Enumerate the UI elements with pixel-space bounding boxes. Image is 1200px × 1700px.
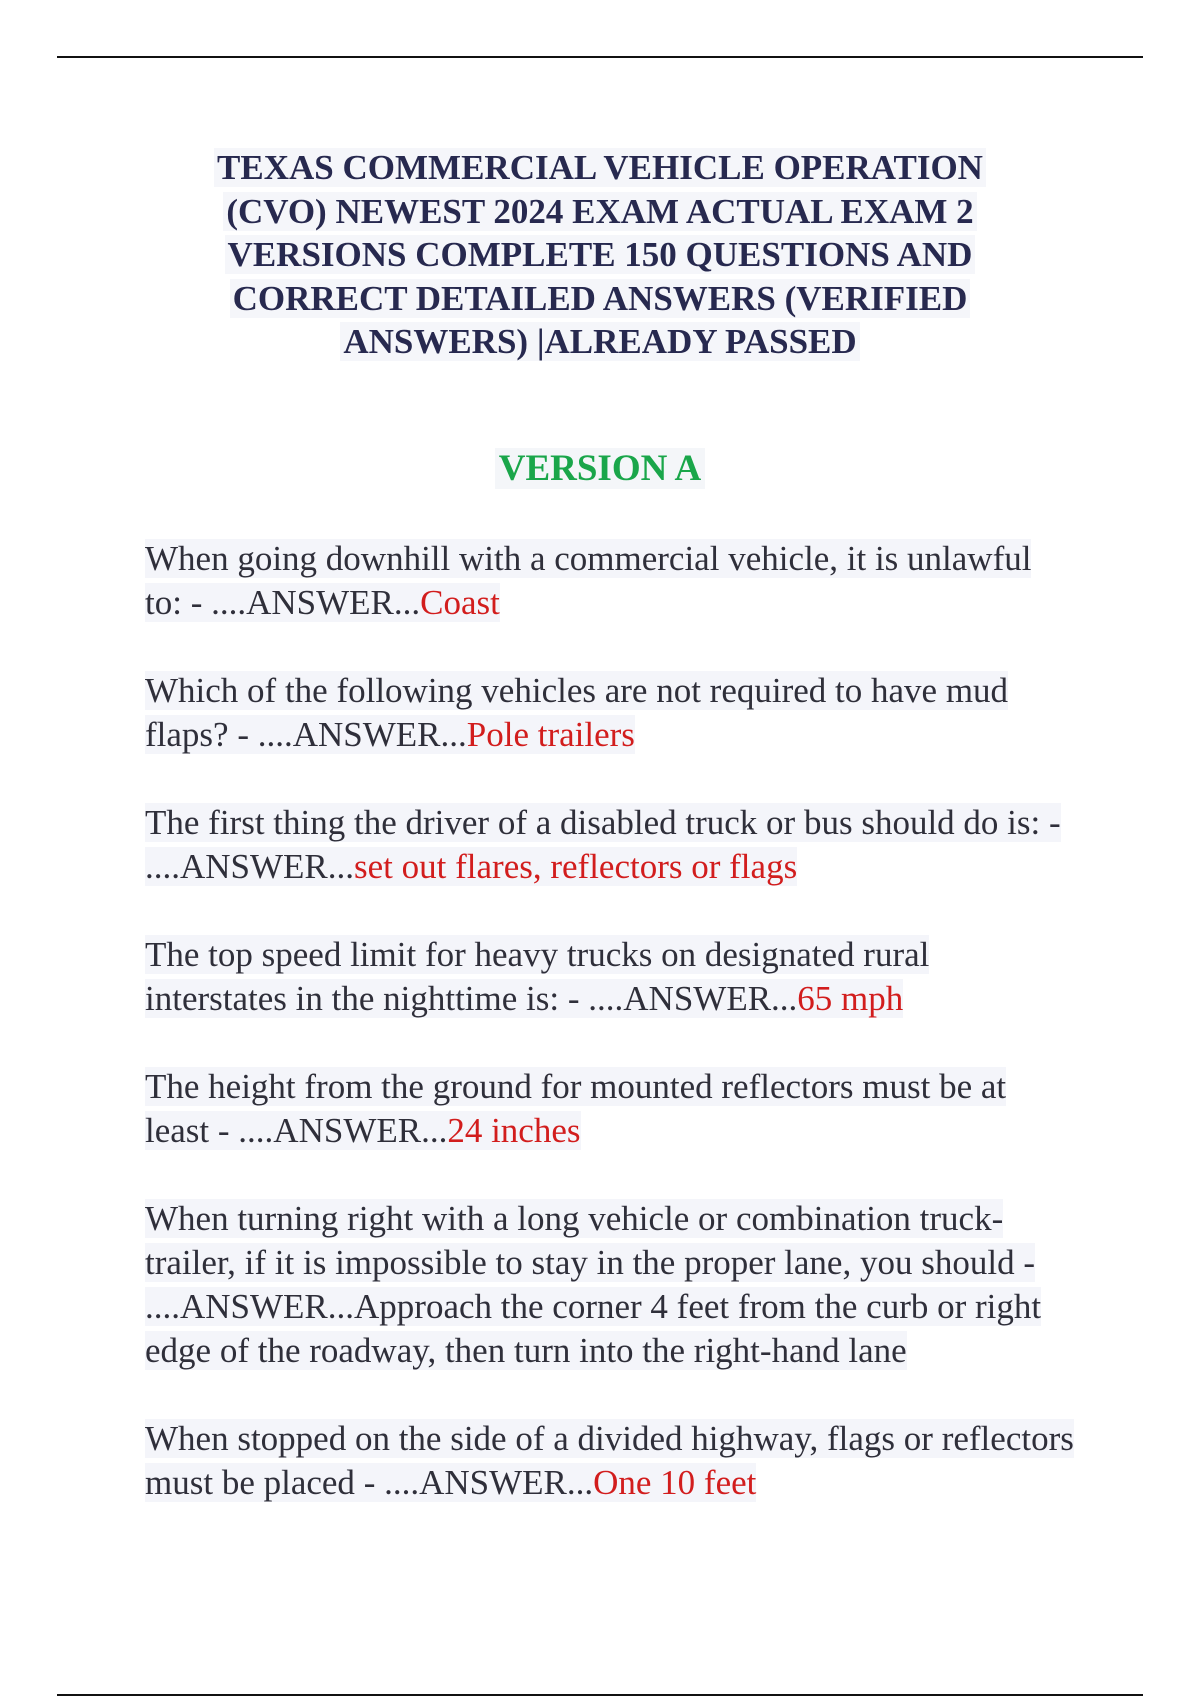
- section-heading: [0, 446, 1200, 492]
- title-line: TEXAS COMMERCIAL VEHICLE OPERATION: [150, 146, 1050, 190]
- question-item: [145, 1065, 1075, 1153]
- question-item: [145, 1417, 1075, 1505]
- section-heading-text: VERSION A: [495, 448, 706, 489]
- answer-prefix: - ....ANSWER...: [354, 1463, 594, 1502]
- question-list: [145, 537, 1075, 1549]
- title-line: CORRECT DETAILED ANSWERS (VERIFIED: [150, 277, 1050, 321]
- answer-prefix: - ....ANSWER...: [228, 715, 467, 754]
- answer-prefix: - ....ANSWER...: [181, 583, 421, 622]
- top-rule: [57, 56, 1143, 58]
- question-text: When stopped on the side of a divided highway, flags or reflectors must be placed: [145, 1419, 1074, 1502]
- answer-text: set out flares, reflectors or flags: [354, 847, 798, 886]
- answer-prefix: - ....ANSWER...: [145, 1243, 1035, 1326]
- question-text: The height from the ground for mounted reflectors must be at least: [145, 1067, 1007, 1150]
- answer-text: Pole trailers: [466, 715, 635, 754]
- question-text: The first thing the driver of a disabled truck or bus should do is:: [145, 803, 1041, 842]
- answer-text: One 10 feet: [593, 1463, 757, 1502]
- bottom-rule: [57, 1694, 1143, 1696]
- answer-prefix: - ....ANSWER...: [145, 803, 1061, 886]
- question-text: The top speed limit for heavy trucks on designated rural interstates in the nighttime is:: [145, 935, 930, 1018]
- title-line: ANSWERS) |ALREADY PASSED: [150, 320, 1050, 364]
- document-title: [150, 146, 1050, 364]
- answer-text: Approach the corner 4 feet from the curb or right edge of the roadway, then turn into the right-hand lane: [145, 1287, 1042, 1370]
- answer-prefix: - ....ANSWER...: [209, 1111, 448, 1150]
- answer-text: Coast: [420, 583, 500, 622]
- question-text: When going downhill with a commercial vehicle, it is unlawful to:: [145, 539, 1032, 622]
- answer-text: 65 mph: [797, 979, 904, 1018]
- question-item: [145, 1197, 1075, 1373]
- question-item: [145, 537, 1075, 625]
- question-text: Which of the following vehicles are not required to have mud flaps?: [145, 671, 1009, 754]
- question-text: When turning right with a long vehicle or combination truck-trailer, if it is impossible to stay in the proper lane, you should: [145, 1199, 1015, 1282]
- question-item: [145, 933, 1075, 1021]
- answer-prefix: - ....ANSWER...: [559, 979, 798, 1018]
- answer-text: 24 inches: [447, 1111, 581, 1150]
- title-line: VERSIONS COMPLETE 150 QUESTIONS AND: [150, 233, 1050, 277]
- title-line: (CVO) NEWEST 2024 EXAM ACTUAL EXAM 2: [150, 190, 1050, 234]
- question-item: [145, 669, 1075, 757]
- question-item: [145, 801, 1075, 889]
